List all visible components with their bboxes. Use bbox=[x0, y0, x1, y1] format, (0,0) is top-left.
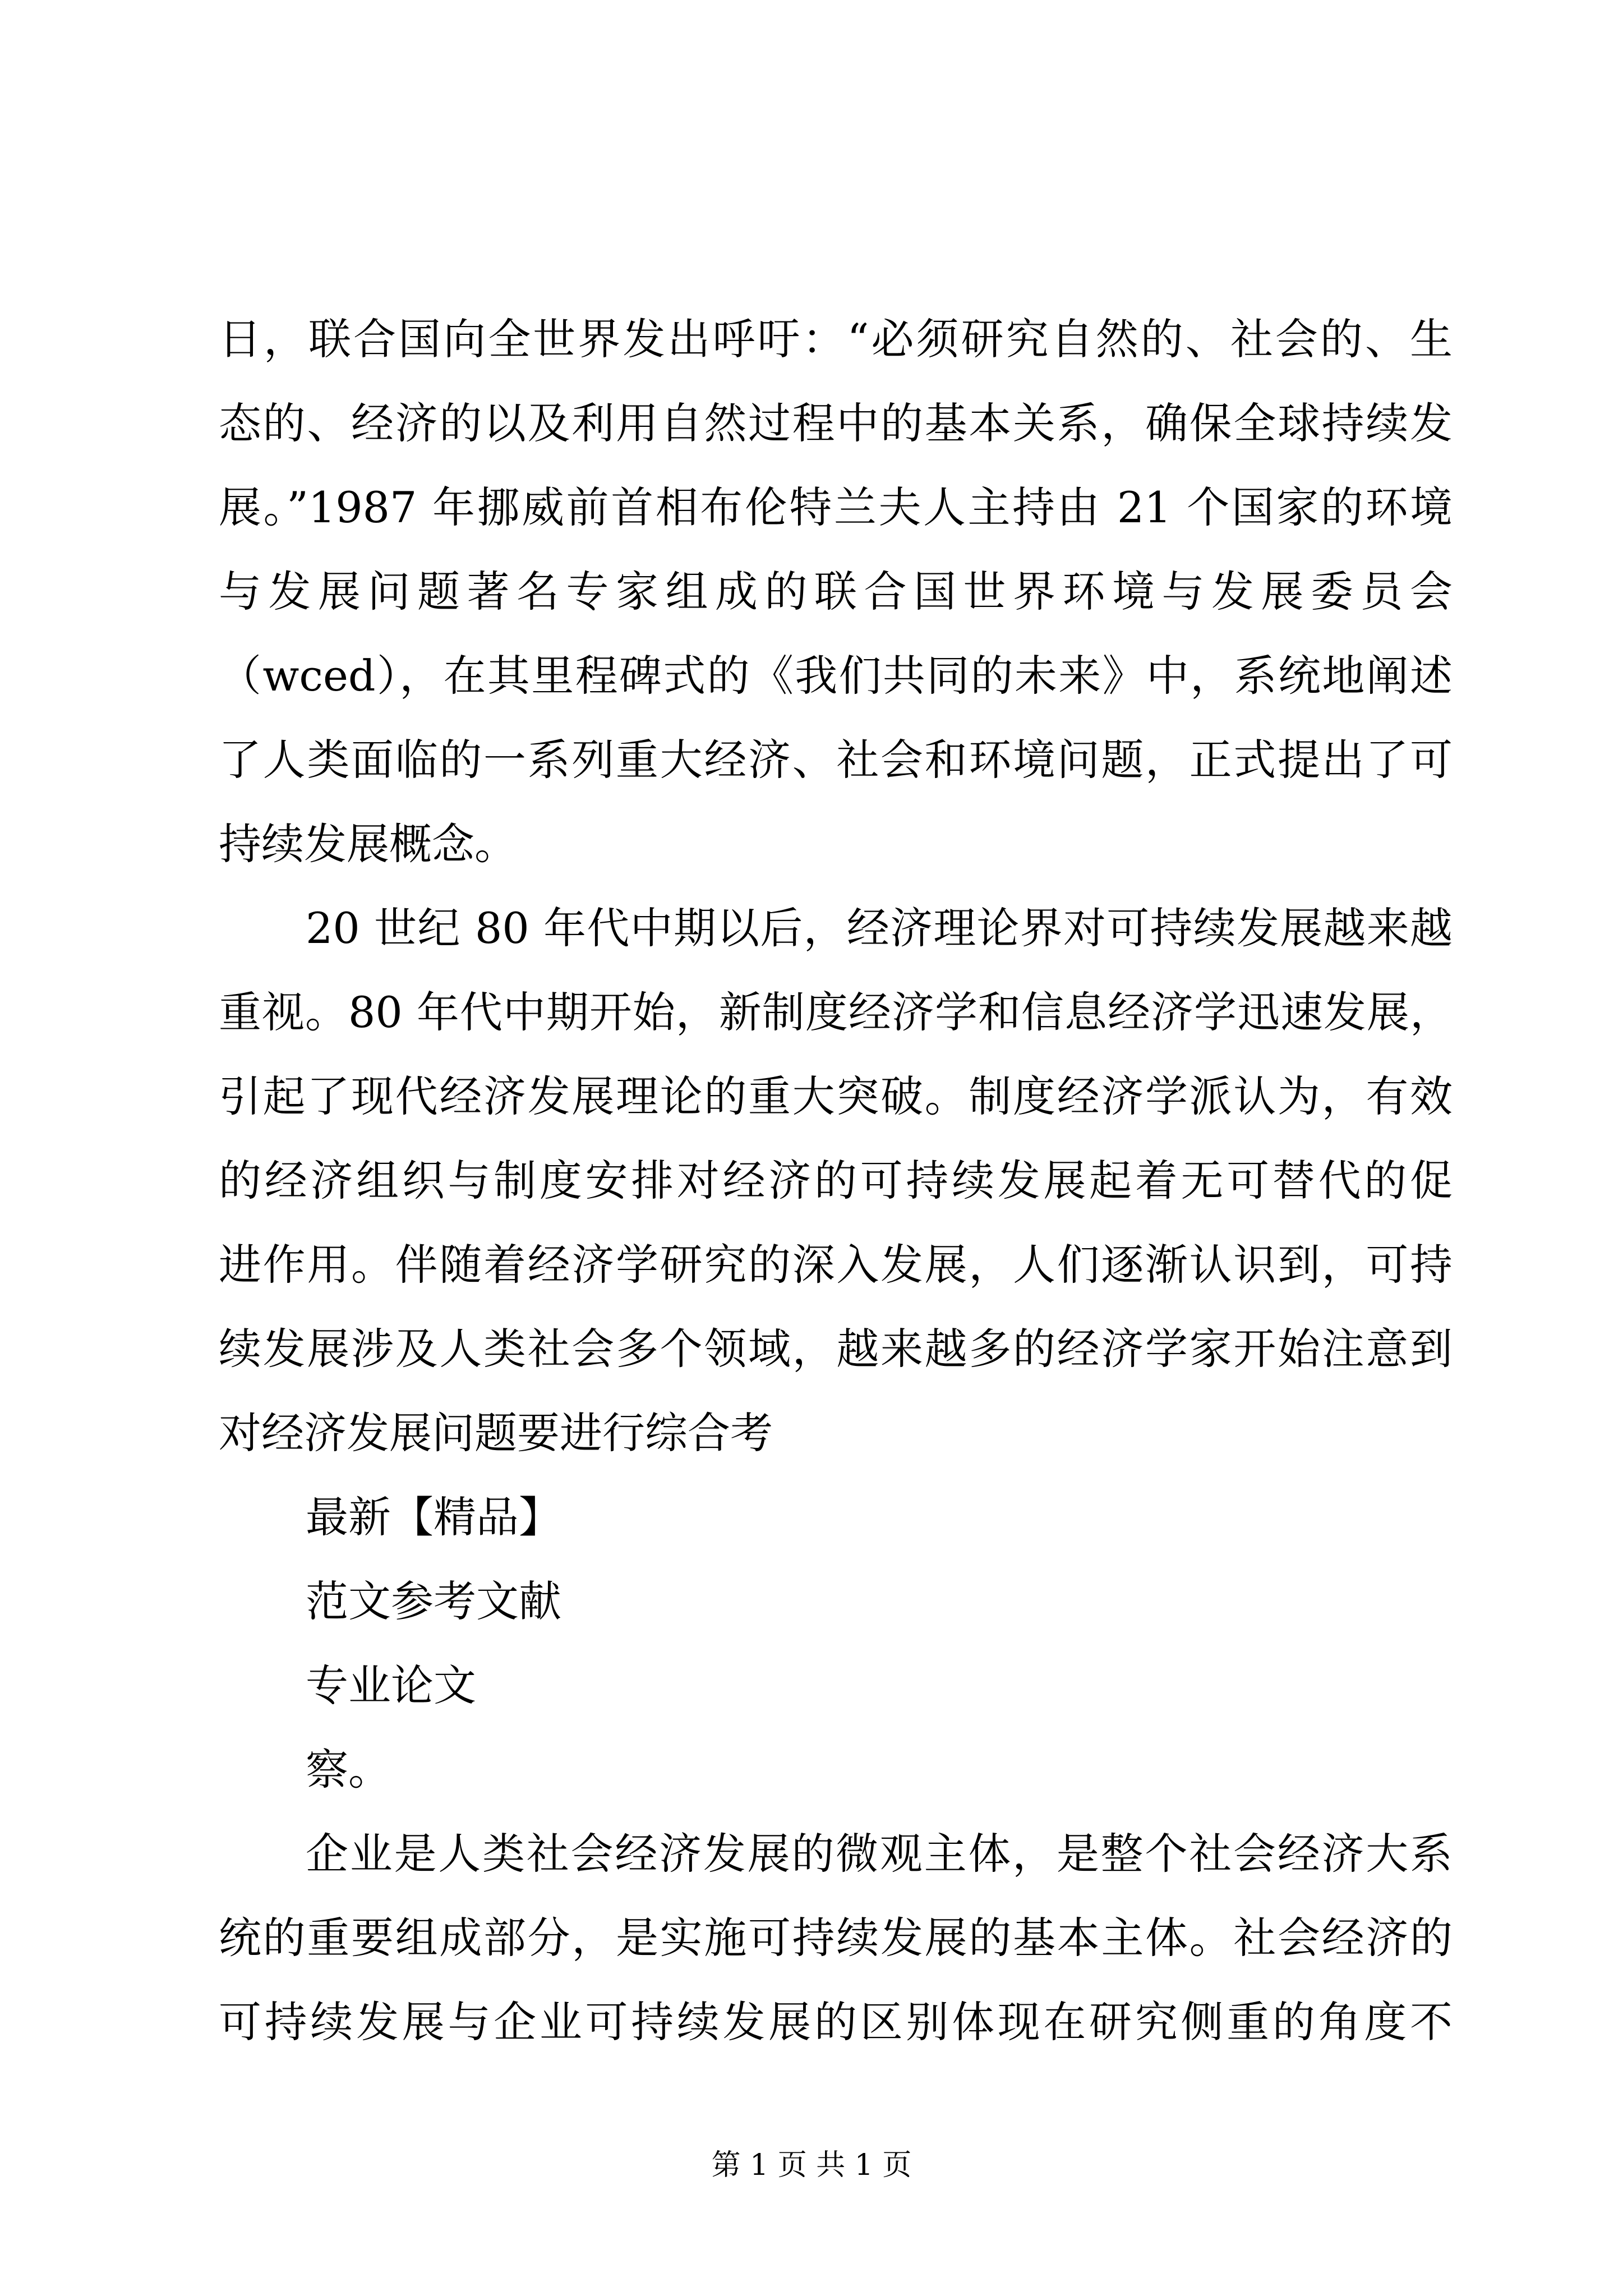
text-line: 察。 bbox=[306, 1745, 391, 1795]
text-line: 了人类面临的一系列重大经济、社会和环境问题，正式提出了可 bbox=[219, 735, 1453, 785]
text-line: 展。”1987 年挪威前首相布伦特兰夫人主持由 21 个国家的环境 bbox=[219, 482, 1453, 532]
document-body bbox=[219, 297, 1453, 2064]
text-line: 的经济组织与制度安排对经济的可持续发展起着无可替代的促 bbox=[219, 1156, 1453, 1205]
page-footer: 第 1 页 共 1 页 bbox=[711, 2148, 912, 2182]
text-line: 续发展涉及人类社会多个领域，越来越多的经济学家开始注意到 bbox=[219, 1324, 1453, 1374]
text-line: （wced），在其里程碑式的《我们共同的未来》中，系统地阐述 bbox=[219, 651, 1453, 701]
text-line: 专业论文 bbox=[306, 1660, 476, 1710]
text-line: 最新【精品】 bbox=[306, 1492, 561, 1542]
text-line: 与发展问题著名专家组成的联合国世界环境与发展委员会 bbox=[219, 567, 1453, 616]
text-line: 日，联合国向全世界发出呼吁：“必须研究自然的、社会的、生 bbox=[219, 314, 1453, 364]
text-line: 引起了现代经济发展理论的重大突破。制度经济学派认为，有效 bbox=[219, 1071, 1453, 1121]
text-line: 范文参考文献 bbox=[306, 1576, 561, 1626]
text-line: 企业是人类社会经济发展的微观主体，是整个社会经济大系 bbox=[306, 1829, 1453, 1879]
text-line: 统的重要组成部分，是实施可持续发展的基本主体。社会经济的 bbox=[219, 1913, 1453, 1963]
text-line: 可持续发展与企业可持续发展的区别体现在研究侧重的角度不 bbox=[219, 1997, 1453, 2047]
text-line: 重视。80 年代中期开始，新制度经济学和信息经济学迅速发展， bbox=[219, 987, 1453, 1037]
text-line: 进作用。伴随着经济学研究的深入发展，人们逐渐认识到，可持 bbox=[219, 1240, 1453, 1290]
text-line: 20 世纪 80 年代中期以后，经济理论界对可持续发展越来越 bbox=[306, 903, 1453, 953]
text-line: 对经济发展问题要进行综合考 bbox=[219, 1408, 773, 1458]
text-line: 持续发展概念。 bbox=[219, 819, 517, 869]
text-line: 态的、经济的以及利用自然过程中的基本关系，确保全球持续发 bbox=[219, 398, 1453, 448]
